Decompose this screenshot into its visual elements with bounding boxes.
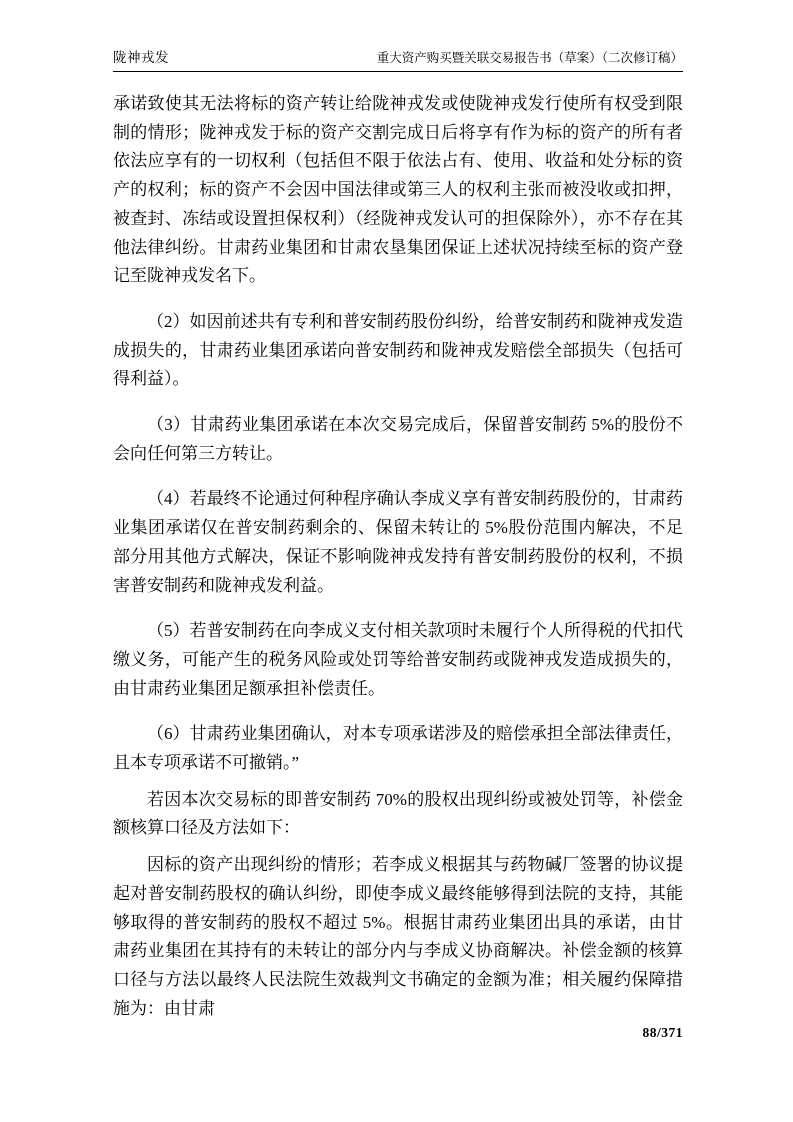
document-body <box>113 90 683 1023</box>
header-company-name: 陇神戎发 <box>113 50 169 65</box>
paragraph-item-4: （4）若最终不论通过何种程序确认李成义享有普安制药股份的，甘肃药业集团承诺仅在普安制药剩余的、保留未转让的 5%股份范围内解决，不足部分用其他方式解决，保证不影响陇神戎发持有普安制药股份的权利，不损害普安制药和陇神戎发利益。 <box>113 489 683 595</box>
paragraph-continuation: 承诺致使其无法将标的资产转让给陇神戎发或使陇神戎发行使所有权受到限制的情形；陇神戎发于标的资产交割完成日后将享有作为标的资产的所有者依法应享有的一切权利（包括但不限于依法占有、使用、收益和处分标的资产的权利；标的资产不会因中国法律或第三人的权利主张而被没收或扣押，被查封、冻结或设置担保权利）（经陇神戎发认可的担保除外），亦不存在其他法律纠纷。甘肃药业集团和甘肃农垦集团保证上述状况持续至标的资产登记至陇神戎发名下。 <box>113 94 683 286</box>
paragraph-item-3: （3）甘肃药业集团承诺在本次交易完成后，保留普安制药 5%的股份不会向任何第三方转让。 <box>113 415 683 463</box>
paragraph-item-5: （5）若普安制药在向李成义支付相关款项时未履行个人所得税的代扣代缴义务，可能产生的税务风险或处罚等给普安制药或陇神戎发造成损失的，由甘肃药业集团足额承担补偿责任。 <box>113 621 683 698</box>
page-header <box>113 46 683 72</box>
paragraph-dispute-detail: 因标的资产出现纠纷的情形；若李成义根据其与药物碱厂签署的协议提起对普安制药股权的确认纠纷，即使李成义最终能够得到法院的支持，其能够取得的普安制药的股权不超过 5%。根据甘肃药业集团出具的承诺，由甘肃药业集团在其持有的未转让的部分内与李成义协商解决。补偿金额的核算口径与方法以最终人民法院生效裁判文书确定的金额为准；相关履约保障措施为：由甘肃 <box>113 855 683 1018</box>
header-document-title: 重大资产购买暨关联交易报告书（草案）（二次修订稿） <box>376 51 683 65</box>
paragraph-compensation-intro: 若因本次交易标的即普安制药 70%的股权出现纠纷或被处罚等，补偿金额核算口径及方法如下： <box>113 789 683 838</box>
page-number: 88/371 <box>642 1025 683 1040</box>
paragraph-item-6: （6）甘肃药业集团确认，对本专项承诺涉及的赔偿承担全部法律责任，且本专项承诺不可撤销。” <box>113 724 683 773</box>
paragraph-item-2: （2）如因前述共有专利和普安制药股份纠纷，给普安制药和陇神戎发造成损失的，甘肃药业集团承诺向普安制药和陇神戎发赔偿全部损失（包括可得利益）。 <box>113 311 683 389</box>
